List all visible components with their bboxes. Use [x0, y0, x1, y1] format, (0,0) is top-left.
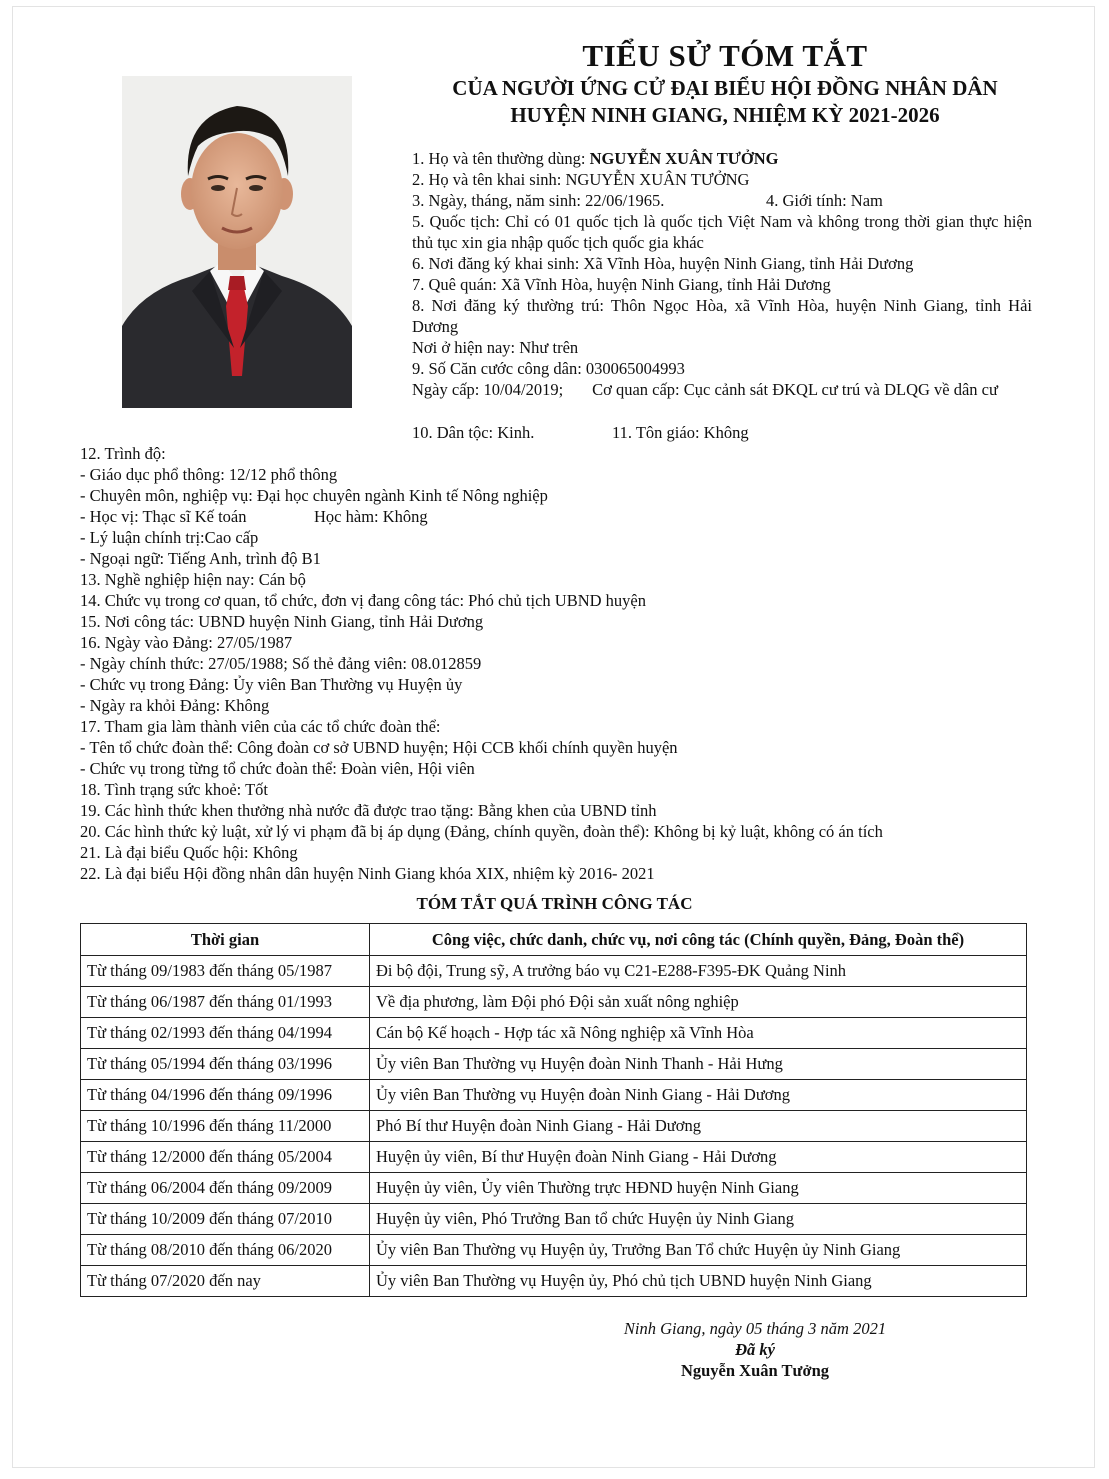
detail-21: 21. Là đại biểu Quốc hội: Không	[80, 843, 298, 862]
table-row	[81, 987, 1027, 1018]
table-row	[81, 1142, 1027, 1173]
cell-job: Ủy viên Ban Thường vụ Huyện đoàn Ninh Thanh - Hải Hưng	[370, 1049, 1027, 1080]
detail-12c	[80, 506, 428, 527]
cell-job: Ủy viên Ban Thường vụ Huyện ủy, Phó chủ tịch UBND huyện Ninh Giang	[370, 1266, 1027, 1297]
header-time: Thời gian	[81, 924, 370, 956]
place-date: Ninh Giang, ngày 05 tháng 3 năm 2021	[623, 1319, 887, 1338]
detail-16a: - Ngày chính thức: 27/05/1988; Số thẻ đảng viên: 08.012859	[80, 654, 482, 673]
cell-job: Phó Bí thư Huyện đoàn Ninh Giang - Hải Dương	[370, 1111, 1027, 1142]
cell-job: Huyện ủy viên, Ủy viên Thường trực HĐND huyện Ninh Giang	[370, 1173, 1027, 1204]
id-issue-agency: Cơ quan cấp: Cục cảnh sát ĐKQL cư trú và DLQG về dân cư	[592, 380, 998, 399]
detail-16c: - Ngày ra khỏi Đảng: Không	[80, 696, 270, 715]
religion: 11. Tôn giáo: Không	[612, 423, 749, 442]
table-row	[81, 1204, 1027, 1235]
work-history-title: TÓM TẮT QUÁ TRÌNH CÔNG TÁC	[416, 894, 693, 913]
table-row	[81, 1173, 1027, 1204]
detail-22: 22. Là đại biểu Hội đồng nhân dân huyện Ninh Giang khóa XIX, nhiệm kỳ 2016- 2021	[80, 864, 655, 883]
detail-16b: - Chức vụ trong Đảng: Ủy viên Ban Thường vụ Huyện ủy	[80, 675, 463, 694]
detail-19: 19. Các hình thức khen thưởng nhà nước đã được trao tặng: Bằng khen của UBND tỉnh	[80, 801, 657, 820]
detail-17a: - Tên tổ chức đoàn thể: Công đoàn cơ sở UBND huyện; Hội CCB khối chính quyền huyện	[80, 738, 678, 757]
signer-name: Nguyễn Xuân Tưởng	[680, 1361, 830, 1380]
ethnicity: 10. Dân tộc: Kinh.	[412, 423, 535, 442]
detail-14: 14. Chức vụ trong cơ quan, tổ chức, đơn vị đang công tác: Phó chủ tịch UBND huyện	[80, 591, 646, 610]
info-line-8b: Nơi ở hiện nay: Như trên	[412, 338, 579, 357]
document-subtitle-2: HUYỆN NINH GIANG, NHIỆM KỲ 2021-2026	[510, 103, 940, 127]
info-line-6: 6. Nơi đăng ký khai sinh: Xã Vĩnh Hòa, huyện Ninh Giang, tỉnh Hải Dương	[412, 254, 914, 273]
detail-20: 20. Các hình thức kỷ luật, xử lý vi phạm đã bị áp dụng (Đảng, chính quyền, đoàn thể): Không bị kỷ luật, không có án tích	[80, 822, 883, 841]
table-row	[81, 1080, 1027, 1111]
cell-time: Từ tháng 10/2009 đến tháng 07/2010	[81, 1204, 370, 1235]
cell-time: Từ tháng 06/2004 đến tháng 09/2009	[81, 1173, 370, 1204]
cell-job: Cán bộ Kế hoạch - Hợp tác xã Nông nghiệp xã Vĩnh Hòa	[370, 1018, 1027, 1049]
signature-block	[580, 1318, 930, 1381]
cell-job: Ủy viên Ban Thường vụ Huyện ủy, Trưởng Ban Tổ chức Huyện ủy Ninh Giang	[370, 1235, 1027, 1266]
info-line-2: 2. Họ và tên khai sinh: NGUYỄN XUÂN TƯỞNG	[412, 170, 750, 189]
document-subtitle-1: CỦA NGƯỜI ỨNG CỬ ĐẠI BIỂU HỘI ĐỒNG NHÂN DÂN	[452, 76, 998, 100]
detail-17: 17. Tham gia làm thành viên của các tổ chức đoàn thể:	[80, 717, 441, 736]
info-line-5: 5. Quốc tịch: Chỉ có 01 quốc tịch là quốc tịch Việt Nam và không trong thời gian thực hiện thủ tục xin gia nhập quốc tịch quốc gia khác	[412, 212, 1032, 252]
detail-12: 12. Trình độ:	[80, 444, 166, 463]
detail-12a: - Giáo dục phổ thông: 12/12 phổ thông	[80, 465, 338, 484]
table-row	[81, 1111, 1027, 1142]
cell-job: Huyện ủy viên, Phó Trưởng Ban tổ chức Huyện ủy Ninh Giang	[370, 1204, 1027, 1235]
common-name: NGUYỄN XUÂN TƯỞNG	[589, 149, 779, 168]
cell-time: Từ tháng 02/1993 đến tháng 04/1994	[81, 1018, 370, 1049]
cell-time: Từ tháng 05/1994 đến tháng 03/1996	[81, 1049, 370, 1080]
detail-12d: - Lý luận chính trị:Cao cấp	[80, 528, 259, 547]
cell-time: Từ tháng 08/2010 đến tháng 06/2020	[81, 1235, 370, 1266]
table-row	[81, 956, 1027, 987]
info-line-7: 7. Quê quán: Xã Vĩnh Hòa, huyện Ninh Giang, tỉnh Hải Dương	[412, 275, 831, 294]
cell-time: Từ tháng 04/1996 đến tháng 09/1996	[81, 1080, 370, 1111]
info-line-3	[412, 190, 883, 211]
cell-job: Về địa phương, làm Đội phó Đội sản xuất nông nghiệp	[370, 987, 1027, 1018]
cell-job: Đi bộ đội, Trung sỹ, A trưởng báo vụ C21-E288-F395-ĐK Quảng Ninh	[370, 956, 1027, 987]
info-line-9: 9. Số Căn cước công dân: 030065004993	[412, 359, 685, 378]
info-line-1	[412, 148, 778, 169]
document-title: TIỂU SỬ TÓM TẮT	[582, 38, 868, 73]
cell-time: Từ tháng 12/2000 đến tháng 05/2004	[81, 1142, 370, 1173]
detail-18: 18. Tình trạng sức khoẻ: Tốt	[80, 780, 268, 799]
title-block	[400, 38, 1050, 128]
detail-16: 16. Ngày vào Đảng: 27/05/1987	[80, 633, 293, 652]
info-line-9b	[412, 379, 1032, 400]
cell-time: Từ tháng 06/1987 đến tháng 01/1993	[81, 987, 370, 1018]
label-common-name: 1. Họ và tên thường dùng:	[412, 149, 590, 168]
info-line-8: 8. Nơi đăng ký thường trú: Thôn Ngọc Hòa, xã Vĩnh Hòa, huyện Ninh Giang, tỉnh Hải Dương	[412, 296, 1032, 336]
table-row	[81, 1049, 1027, 1080]
detail-12b: - Chuyên môn, nghiệp vụ: Đại học chuyên ngành Kinh tế Nông nghiệp	[80, 486, 548, 505]
id-issue-date: Ngày cấp: 10/04/2019;	[412, 380, 564, 399]
work-history-table	[80, 923, 1027, 1297]
detail-15: 15. Nơi công tác: UBND huyện Ninh Giang, tỉnh Hải Dương	[80, 612, 484, 631]
cell-time: Từ tháng 09/1983 đến tháng 05/1987	[81, 956, 370, 987]
cell-job: Ủy viên Ban Thường vụ Huyện đoàn Ninh Giang - Hải Dương	[370, 1080, 1027, 1111]
cell-time: Từ tháng 10/1996 đến tháng 11/2000	[81, 1111, 370, 1142]
header-job: Công việc, chức danh, chức vụ, nơi công tác (Chính quyền, Đảng, Đoàn thể)	[370, 924, 1027, 956]
cell-job: Huyện ủy viên, Bí thư Huyện đoàn Ninh Giang - Hải Dương	[370, 1142, 1027, 1173]
signed-note: Đã ký	[735, 1340, 775, 1359]
table-row	[81, 1266, 1027, 1297]
degree: - Học vị: Thạc sĩ Kế toán	[80, 507, 247, 526]
portrait-photo-icon	[122, 76, 352, 408]
gender: 4. Giới tính: Nam	[766, 191, 883, 210]
info-line-10	[412, 422, 749, 443]
academic-title: Học hàm: Không	[314, 507, 428, 526]
table-header-row	[81, 924, 1027, 956]
table-row	[81, 1235, 1027, 1266]
table-row	[81, 1018, 1027, 1049]
cell-time: Từ tháng 07/2020 đến nay	[81, 1266, 370, 1297]
detail-13: 13. Nghề nghiệp hiện nay: Cán bộ	[80, 570, 306, 589]
table-body	[81, 956, 1027, 1297]
detail-12e: - Ngoại ngữ: Tiếng Anh, trình độ B1	[80, 549, 321, 568]
detail-17b: - Chức vụ trong từng tổ chức đoàn thể: Đoàn viên, Hội viên	[80, 759, 475, 778]
birth-date: 3. Ngày, tháng, năm sinh: 22/06/1965.	[412, 191, 665, 210]
